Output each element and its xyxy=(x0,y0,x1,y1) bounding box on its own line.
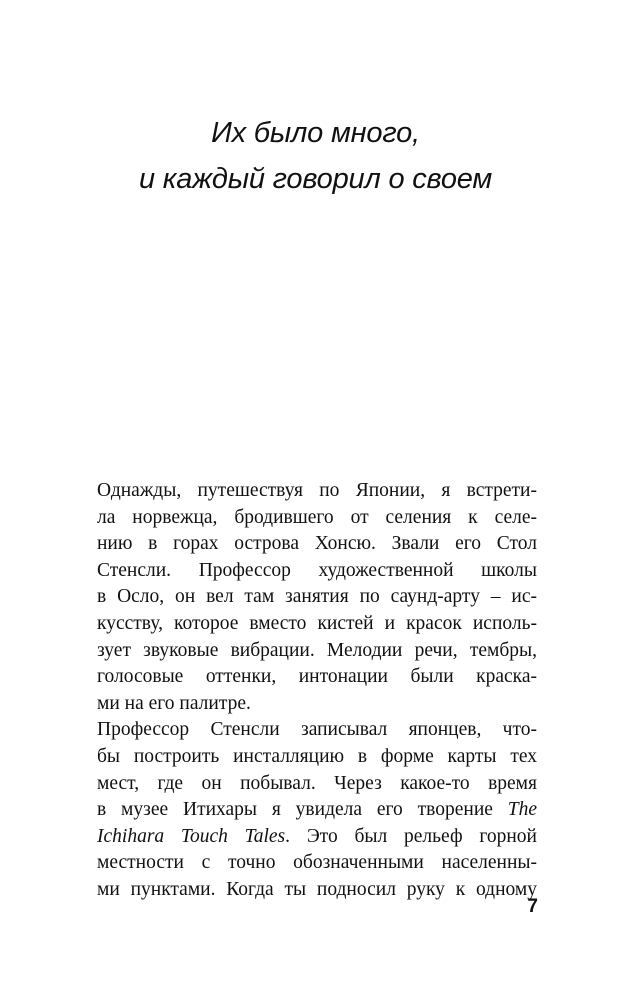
text-line xyxy=(97,824,537,851)
text-line: ми пунктами. Когда ты подносил руку к одному xyxy=(97,878,537,900)
text-line: Профессор Стенсли записывал японцев, что- xyxy=(97,719,537,741)
text-line: мест, где он побывал. Через какое-то время xyxy=(97,772,537,794)
text-line: Стенсли. Профессор художественной школы xyxy=(97,559,537,581)
text-line: бы построить инсталляцию в форме карты тех xyxy=(97,745,537,767)
text-line: кусству, которое вместо кистей и красок исполь- xyxy=(97,612,537,634)
text-line: нию в горах острова Хонсю. Звали его Стол xyxy=(97,533,537,555)
body-text xyxy=(97,478,537,904)
text-line: в Осло, он вел там занятия по саунд-арту – ис- xyxy=(97,586,537,608)
page-number: 7 xyxy=(527,896,538,917)
text-line: голосовые оттенки, интонации были краска- xyxy=(97,666,537,688)
italic-title-segment: Ichihara Touch Tales xyxy=(97,825,286,847)
italic-title-segment: The xyxy=(507,799,537,821)
text-segment: в музее Итихары я увидела его творение xyxy=(97,799,508,821)
text-line: Однажды, путешествуя по Японии, я встрети- xyxy=(97,480,537,501)
text-line xyxy=(97,797,537,824)
text-line: ми на его палитре. xyxy=(97,692,251,714)
chapter-title-line-1: Их было много, xyxy=(211,117,420,149)
chapter-title-line-2: и каждый говорил о своем xyxy=(138,163,493,195)
text-line: местности с точно обозначенными населенны- xyxy=(97,852,537,874)
chapter-title xyxy=(0,110,631,202)
text-line: зует звуковые вибрации. Мелодии речи, тембры, xyxy=(97,639,537,661)
text-segment: . Это был рельеф горной xyxy=(285,825,537,847)
text-line: ла норвежца, бродившего от селения к селе- xyxy=(97,506,537,528)
